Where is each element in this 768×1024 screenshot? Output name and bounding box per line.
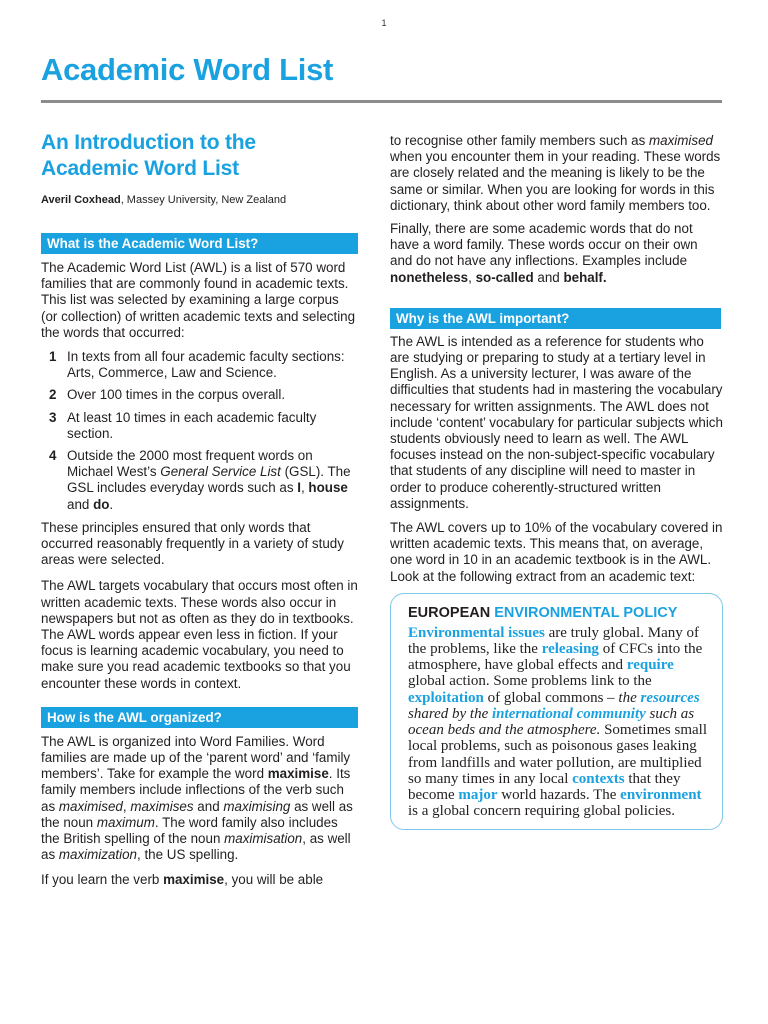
list-number: 2 (49, 387, 57, 403)
list-item (41, 410, 358, 442)
list-number: 4 (49, 448, 57, 464)
list-item: 4 Outside the 2000 most frequent words on Michael West’s General Service List (GSL). The GSL includes everyday words such as I, house and do. (49, 448, 351, 512)
section-heading-what: What is the Academic Word List? (41, 233, 358, 254)
section-heading-organized: How is the AWL organized? (41, 707, 358, 728)
intro-heading-line1: An Introduction to the (41, 131, 256, 154)
paragraph-word-families: The AWL is organized into Word Families. Word families are made up of the ‘parent word’ and ‘family members’. Take for example the word maximise. Its family members include inflections of the verb such as maximised, maximises and maximising as well as the noun maximum. The word family also includes the British spelling of the noun maximisation, as well as maximization, the US spelling. (41, 733, 353, 863)
right-column (390, 133, 723, 830)
list-item (41, 349, 358, 381)
list-item (41, 387, 358, 403)
list-number: 3 (49, 409, 57, 425)
intro-heading-line2: Academic Word List (41, 157, 239, 180)
paragraph-reference: The AWL is intended as a reference for students who are studying or preparing to study at a tertiary level in English. As a university lecturer, I was aware of the difficulties that students had in mastering the vocabulary necessary for written assignments. The AWL does not include ‘content’ vocabulary for particular subjects which students obviously need to learn as well. The AWL focuses instead on the non-subject-specific vocabulary that students of any discipline will need to master in order to produce coherently-structured written assignments. (390, 333, 723, 511)
paragraph-targets: The AWL targets vocabulary that occurs most often in written academic texts. These words also occur in newspapers but not as often as they do in textbooks. The AWL words appear even less in fiction. If your focus is learning academic vocabulary, you need to make sure you read academic textbooks so that you encounter these words in context. (41, 578, 358, 691)
extract-title: EUROPEAN ENVIRONMENTAL POLICY (408, 604, 678, 621)
paragraph-coverage: The AWL covers up to 10% of the vocabulary covered in written academic texts. This means that, on average, one word in 10 in an academic textbook is in the AWL. Look at the following extract from an academic text: (390, 520, 723, 584)
section-heading-important: Why is the AWL important? (390, 308, 721, 329)
list-text: In texts from all four academic faculty sections: Arts, Commerce, Law and Science. (67, 349, 345, 381)
intro-heading (41, 130, 358, 182)
list-text: Over 100 times in the corpus overall. (67, 387, 286, 403)
page-number: 1 (381, 18, 387, 28)
byline (41, 193, 358, 207)
page-title: Academic Word List (41, 52, 334, 87)
list-text: At least 10 times in each academic faculty section. (67, 409, 317, 441)
extract-box (390, 593, 723, 830)
paragraph-learn-verb: If you learn the verb maximise, you will be able (41, 871, 324, 887)
list-number: 1 (49, 349, 57, 365)
author-name: Averil Coxhead (41, 194, 121, 206)
extract-text: Environmental issues are truly global. Many of the problems, like the releasing of CFCs into the atmosphere, have global effects and require global action. Some problems link to the exploitation of global commons – the resources shared by the international community such as ocean beds and the atmosphere. Sometimes small local problems, such as poisonous gases leaking from landfills and water pollution, are multiplied so many times in any local contexts that they become major world hazards. The environment is a global concern requiring global policies. (408, 624, 707, 820)
paragraph-principles: These principles ensured that only words that occurred reasonably frequently in a variety of study areas were selected. (41, 519, 344, 568)
left-column (41, 130, 358, 888)
criteria-list (41, 349, 358, 513)
paragraph-no-family: Finally, there are some academic words that do not have a word family. These words occur on their own and do not have any inflections. Examples include nonetheless, so-called and behalf. (390, 221, 698, 285)
title-rule (41, 100, 722, 103)
paragraph-awl-definition: The Academic Word List (AWL) is a list of 570 word families that are commonly found in academic texts. This list was selected by examining a large corpus (or collection) of written academic texts and selecting the words that occurred: (41, 260, 356, 340)
author-affiliation: , Massey University, New Zealand (120, 194, 287, 206)
paragraph-recognise: to recognise other family members such as maximised when you encounter them in your reading. These words are closely related and the meaning is likely to be the same or similar. When you are looking for words in this dictionary, think about other word family members too. (390, 133, 721, 213)
